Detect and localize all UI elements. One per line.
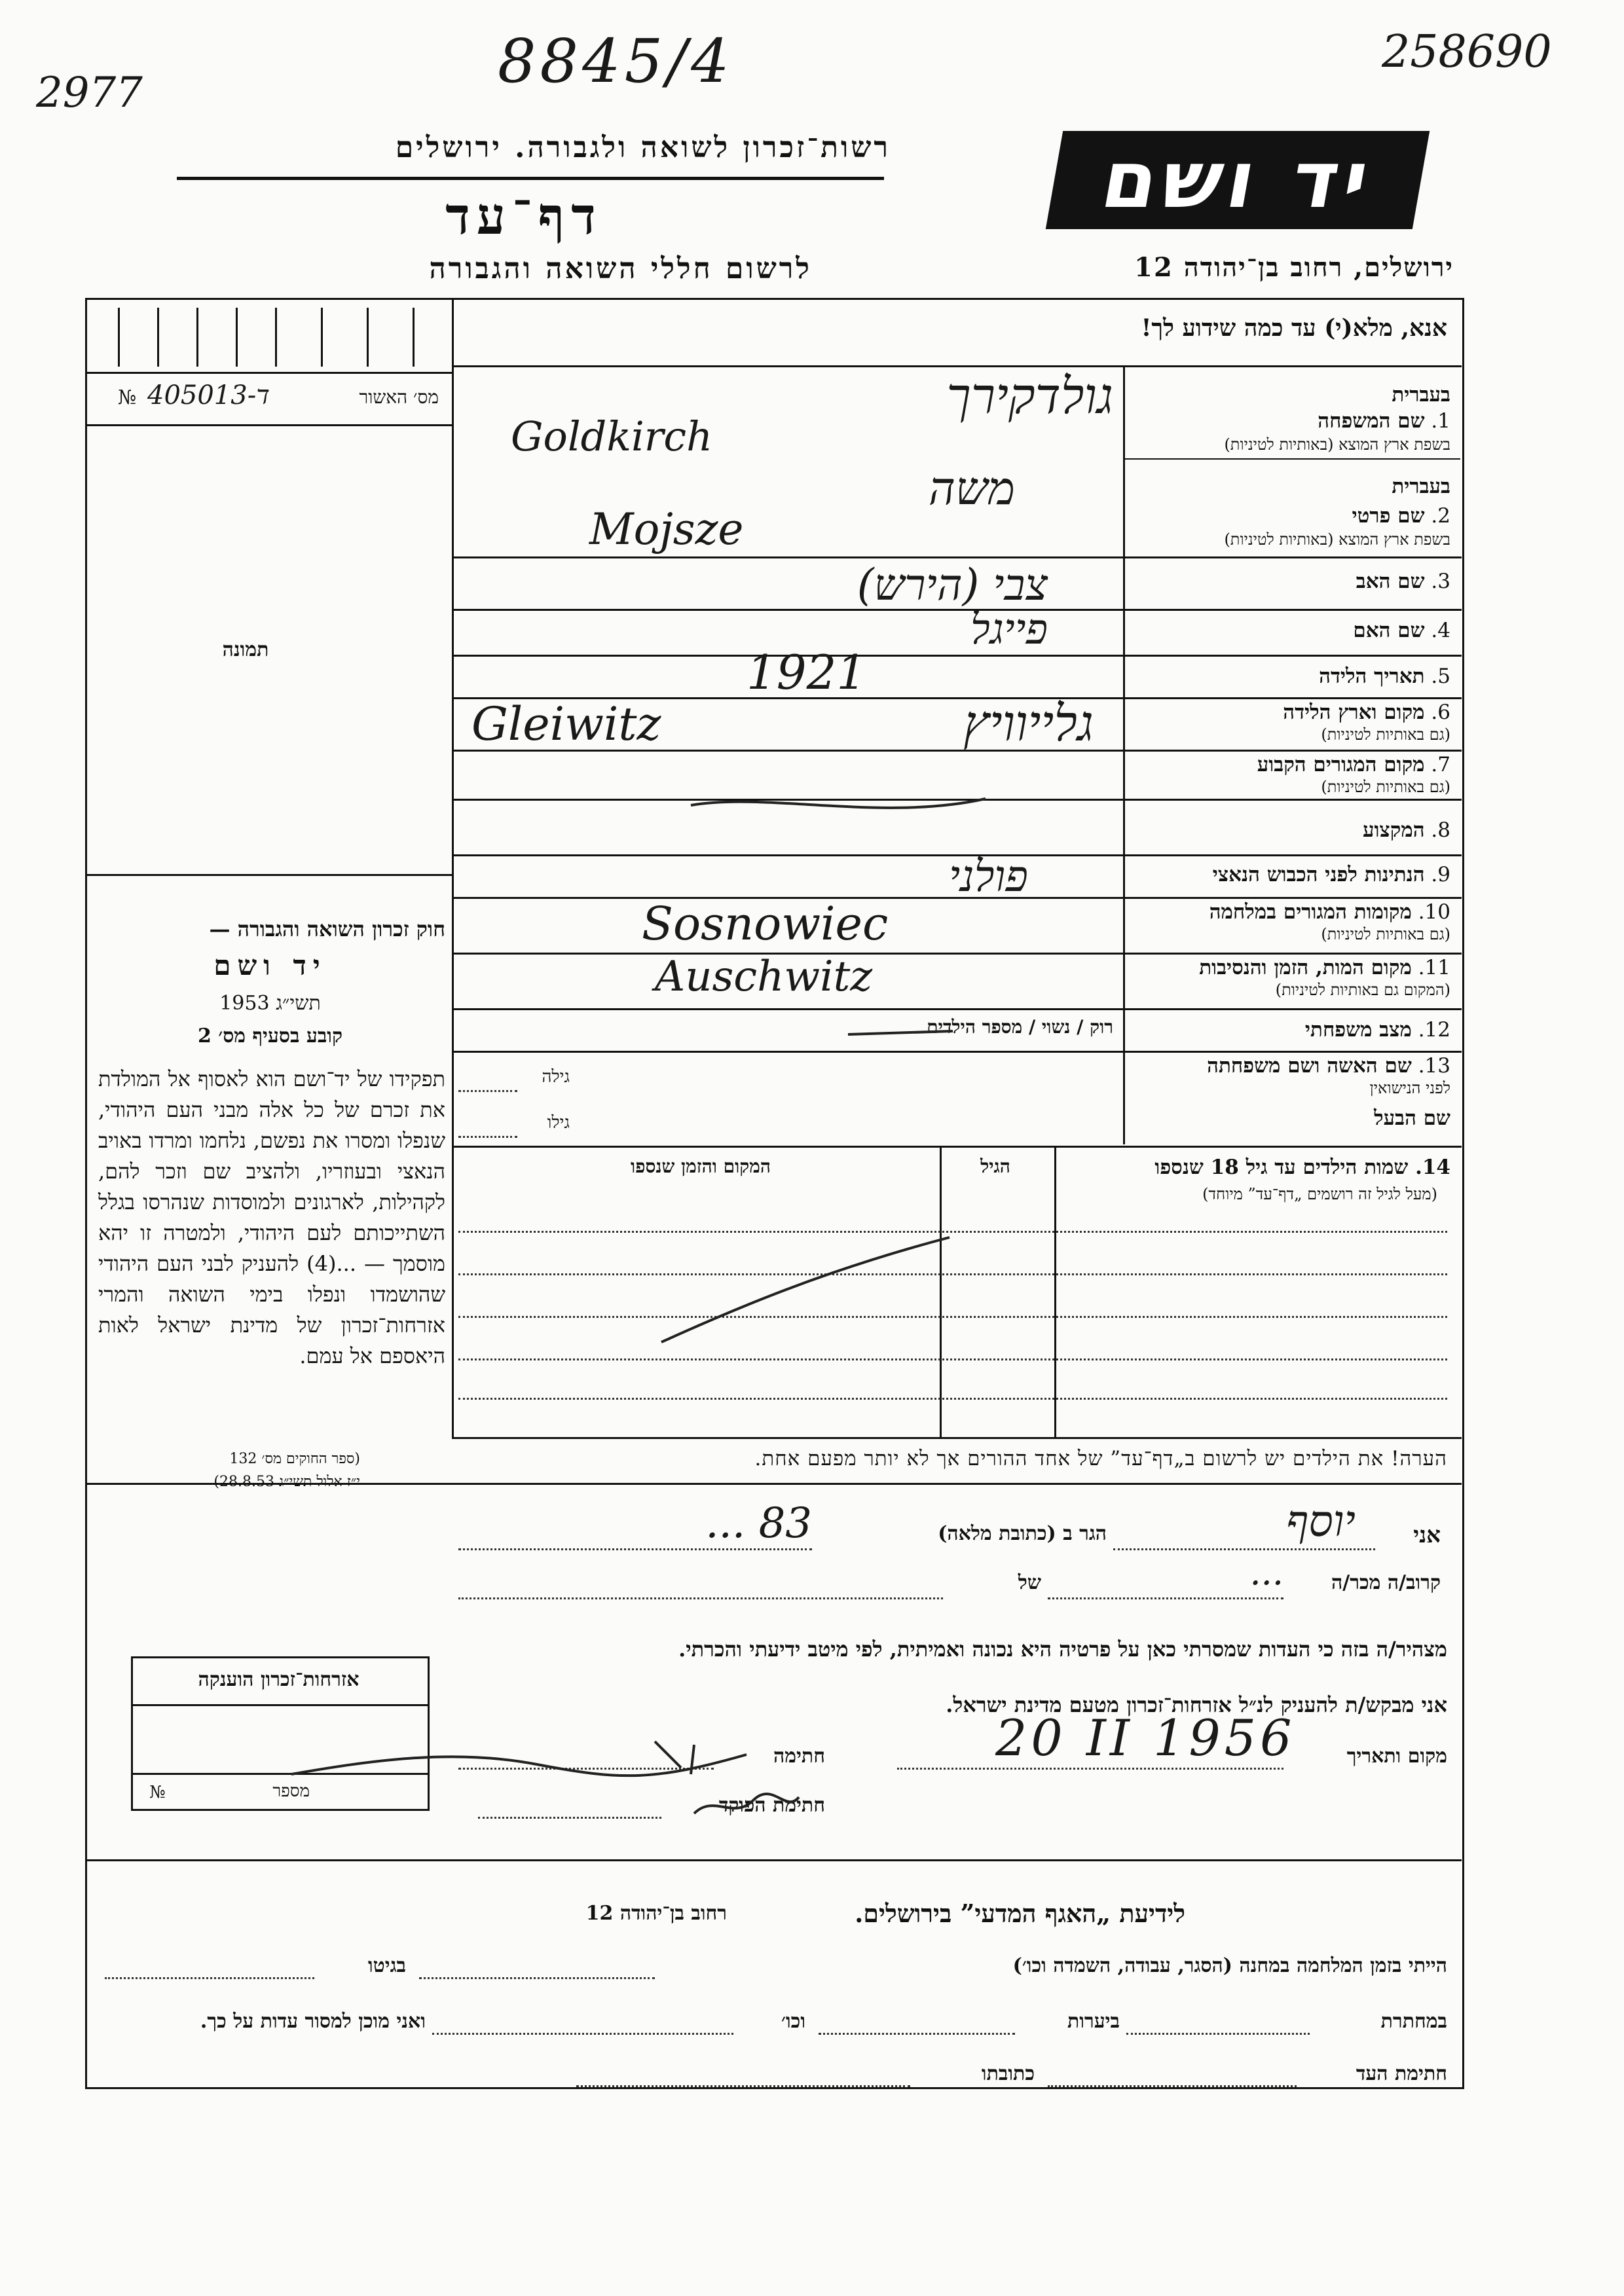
handwritten-relation: ... xyxy=(1249,1552,1283,1593)
yad-vashem-logo: יד ושם xyxy=(1046,131,1430,229)
intro-text: אנא, מלא(י) עד כמה שידוע לך! xyxy=(1141,314,1447,342)
row-divider xyxy=(452,1008,1462,1010)
dotted-line xyxy=(458,1398,1447,1400)
field-13-sub: לפני הנישואין xyxy=(1369,1079,1450,1097)
children-note: הערה! את הילדים יש לרשום ב„דף־עד” של אחד ההורים אך לא יותר מפעם אחת. xyxy=(754,1447,1447,1470)
dotted-line xyxy=(897,1768,1283,1770)
law-body: תפקידו של יד־ושם הוא לאסוף אל המולדת את זכרם של כל אלה מבני העם היהודי, שנפלו ומסרו את נפשם, נלחמו ומרדו באויב הנאצי ובעוזריו, ולהציב שם וזכר להם, לקהילות, לארגונים ולמוסדות שנהרסו בגלל השתייכותם לעם היהודי, ולמטרה זו יהא מוסמך — ...(4) להעניק לבני העם היהודי שהושמדו ונפלו בימי השואה והמרי אזרחות־זכרון של מדינת ישראל לאות היאספם אל עמם. xyxy=(98,1066,445,1368)
children-col-divider-1 xyxy=(1054,1146,1056,1437)
officer-signature-label: חתימת הפוקד xyxy=(718,1794,825,1817)
declaration-request: אני מבקש/ת להעניק לנ״ל אזרחות־זכרון מטעם מדינת ישראל. xyxy=(946,1692,1447,1717)
children-table-bottom xyxy=(452,1437,1462,1439)
photo-label: תמונה xyxy=(222,638,269,661)
handwritten-dash xyxy=(688,786,989,825)
approval-no-symbol: № xyxy=(118,386,137,409)
handwritten-mother: פייגל xyxy=(970,606,1048,654)
dotted-line xyxy=(819,2033,1015,2035)
field-10-label: 10. מקומות המגורים במלחמה xyxy=(1209,900,1450,924)
dotted-line xyxy=(1113,1548,1375,1550)
law-clause: קובע בסעיף מס׳ 2 xyxy=(197,1025,343,1048)
field-10-sub: (גם באותיות לטיניות) xyxy=(1321,925,1450,943)
husband-label: שם הבעל xyxy=(1374,1106,1450,1130)
children-age-header: הגיל xyxy=(980,1156,1010,1177)
dotted-line xyxy=(1048,1597,1283,1599)
field-12-label: 12. מצב משפחתי xyxy=(1304,1018,1450,1042)
declaration-of: של xyxy=(1018,1571,1041,1594)
underground-label: במחתרת xyxy=(1380,2010,1447,2033)
box-divider xyxy=(133,1704,428,1706)
dotted-line xyxy=(458,1548,812,1550)
ghetto-label: בגיטו xyxy=(367,1954,406,1977)
handwritten-birthplace-hebrew: גלייוויץ xyxy=(963,694,1094,752)
handwritten-father: צבי (הירש) xyxy=(857,560,1048,610)
hebrew-label-2: בעברית xyxy=(1392,475,1450,498)
field-2-sub: בשפת ארץ המוצא (באותיות לטיניות) xyxy=(1224,530,1450,549)
officer-signature-scribble xyxy=(688,1787,805,1827)
row-divider xyxy=(452,1146,1462,1148)
dotted-line xyxy=(458,1597,943,1599)
field-1-sub: בשפת ארץ המוצא (באותיות לטיניות) xyxy=(1224,435,1450,454)
approval-label: מס׳ האשור xyxy=(359,386,439,408)
row-divider xyxy=(452,1051,1462,1053)
witness-address-label: כתובתו xyxy=(981,2062,1035,2085)
declaration-statement: מצהיר/ה בזה כי העדות שמסרתי כאן על פרטיה היא נכונה ואמיתית, לפי מיטב ידיעתי והכרתי. xyxy=(678,1637,1447,1662)
ready-label: ואני מוכן למסור עדות על כך. xyxy=(200,2010,426,2033)
field-9-label: 9. הנתינות לפני הכבוש הנאצי xyxy=(1212,863,1450,886)
field-13-label: 13. שם האשה ושם משפחתה xyxy=(1207,1054,1450,1078)
children-strike-line xyxy=(655,1231,956,1349)
marital-options: רוק / נשוי / מספר הילדים xyxy=(927,1016,1113,1038)
dotted-line xyxy=(105,1977,314,1979)
field-4-label: 4. שם האם xyxy=(1353,619,1450,642)
citizenship-box-title: אזרחות־זכרון הוענקה xyxy=(198,1668,360,1691)
field-2-label: 2. שם פרטי xyxy=(1352,504,1450,528)
handwritten-wartime-residence: Sosnowiec xyxy=(642,897,889,951)
handwritten-date: 20 II 1956 xyxy=(995,1709,1296,1767)
row-divider xyxy=(452,655,1462,657)
field-11-sub: (המקום גם באותיות לטיניות) xyxy=(1275,981,1450,999)
field-8-label: 8. המקצוע xyxy=(1363,818,1450,842)
signature-label: חתימה xyxy=(773,1745,825,1768)
dotted-line xyxy=(458,1136,517,1138)
law-name: יד ושם xyxy=(213,949,327,981)
declaration-relative: קרוב/ה מכר/ה xyxy=(1331,1571,1441,1594)
children-label: 14. שמות הילדים עד גיל 18 שנספו xyxy=(1154,1156,1450,1179)
dotted-line xyxy=(478,1817,661,1819)
label-column-divider xyxy=(1123,365,1125,1144)
authority-title: רשות־זכרון לשואה ולגבורה. ירושלים xyxy=(395,131,891,164)
handwritten-death-place: Auschwitz xyxy=(655,953,873,1001)
declaration-residing: הגר ב (כתובת מלאה) xyxy=(938,1522,1107,1545)
field-1-label: 1. שם המשפחה xyxy=(1318,409,1450,433)
approval-top-line xyxy=(85,372,452,374)
bottom-address: רחוב בן־יהודה 12 xyxy=(585,1902,727,1925)
dotted-line xyxy=(432,2033,733,2035)
row-divider xyxy=(452,556,1462,558)
archive-number-center: 8845/4 xyxy=(498,26,733,96)
archive-number-right: 258690 xyxy=(1382,26,1552,78)
field-11-label: 11. מקום המות, הזמן והנסיבות xyxy=(1199,956,1450,979)
handwritten-first-name-latin: Mojsze xyxy=(589,504,744,555)
children-place-header: המקום והזמן שנספו xyxy=(631,1156,771,1177)
forests-label: ביערות xyxy=(1067,2010,1120,2033)
dotted-line xyxy=(1048,2085,1297,2087)
field-7-sub: (גם באותיות לטיניות) xyxy=(1321,778,1450,796)
handwritten-birthplace-latin: Gleiwitz xyxy=(471,697,661,751)
law-year: תשי״ג 1953 xyxy=(219,992,321,1015)
field-7-label: 7. מקום המגורים הקבוע xyxy=(1257,753,1450,776)
form-subtitle: לרשום חללי השואה והגבורה xyxy=(429,252,812,285)
dotted-line xyxy=(1126,2033,1310,2035)
bottom-line1: הייתי בזמן המלחמה במחנה (הסגר, עבודה, השמדה וכו׳) xyxy=(1012,1954,1447,1977)
dotted-line xyxy=(419,1977,655,1979)
left-column-divider xyxy=(452,300,454,1439)
hebrew-label-1: בעברית xyxy=(1392,383,1450,407)
law-source-date: י״ז אלול תשי״ג 28.8.53) xyxy=(213,1474,360,1490)
authority-underline xyxy=(177,177,884,180)
field-5-label: 5. תאריך הלידה xyxy=(1319,665,1450,688)
law-heading: חוק זכרון השואה והגבורה — xyxy=(209,917,445,941)
declaration-i: אני xyxy=(1413,1522,1441,1548)
dotted-line xyxy=(458,1090,517,1092)
address-header: ירושלים, רחוב בן־יהודה 12 xyxy=(1134,252,1454,283)
marital-underline xyxy=(845,1021,956,1041)
handwritten-nationality: פולני xyxy=(948,851,1028,902)
handwritten-surname-latin: Goldkirch xyxy=(511,412,713,460)
place-date-label: מקום ותאריך xyxy=(1346,1745,1447,1768)
dotted-line xyxy=(458,1358,1447,1360)
etc-label: וכו׳ xyxy=(781,2010,805,2033)
field-6-label: 6. מקום וארץ הלידה xyxy=(1283,701,1450,724)
citizenship-no-symbol: № xyxy=(149,1783,166,1802)
row-divider xyxy=(1123,458,1460,460)
dotted-line xyxy=(576,2085,910,2087)
handwritten-witness-name: יוסף xyxy=(1286,1496,1356,1546)
age-label-wife: גילה xyxy=(542,1067,570,1087)
witness-signature-label: חתימת העד xyxy=(1356,2062,1447,2085)
approval-number-value: 405013-ד xyxy=(147,380,270,410)
field-6-sub: (גם באותיות לטיניות) xyxy=(1321,725,1450,744)
row-divider xyxy=(452,953,1462,955)
field-3-label: 3. שם האב xyxy=(1356,570,1450,593)
bottom-section-line xyxy=(85,1859,1462,1861)
age-label-husband: גילו xyxy=(547,1113,570,1133)
approval-bottom-line xyxy=(85,424,452,426)
photo-bottom-line xyxy=(85,874,452,876)
handwritten-witness-address: 83 ... xyxy=(705,1499,812,1548)
approval-number-boxes xyxy=(105,308,445,367)
handwritten-birth-date: 1921 xyxy=(747,645,867,700)
law-source: (ספר החוקים מס׳ 132 xyxy=(229,1451,360,1467)
bottom-heading: לידיעת „האגף המדעי” בירושלים. xyxy=(855,1899,1185,1928)
handwritten-first-name-hebrew: משה xyxy=(928,462,1015,515)
archive-number-left: 2977 xyxy=(36,69,143,117)
children-sub: (מעל לגיל זה רושמים „דף־עד” מיוחד) xyxy=(1202,1185,1437,1203)
handwritten-surname-hebrew: גולדקירך xyxy=(946,367,1113,425)
form-title: דף־עד xyxy=(445,187,602,246)
citizenship-number-label: מספר xyxy=(272,1781,310,1801)
